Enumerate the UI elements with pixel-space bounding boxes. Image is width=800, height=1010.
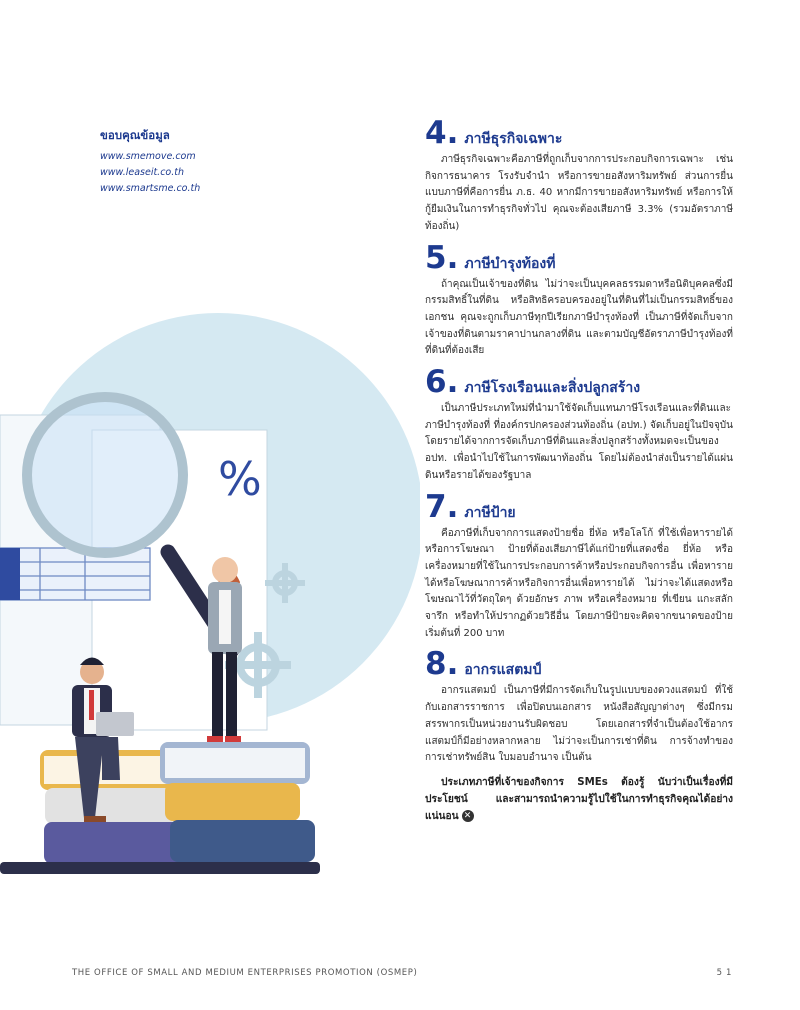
tax-illustration bbox=[0, 300, 420, 880]
section-title: ภาษีบำรุงท้องที่ bbox=[464, 255, 556, 272]
spreadsheet-grid bbox=[0, 548, 150, 600]
section-title: อากรแสตมป์ bbox=[464, 662, 542, 679]
book-stack-right bbox=[160, 742, 315, 862]
section-body: ภาษีธุรกิจเฉพาะคือภาษีที่ถูกเก็บจากการประกอบกิจการเฉพาะ เช่น กิจการธนาคาร โรงรับจำนำ หรือการขายอสังหาริมทรัพย์ ส่วนการยื่นแบบภาษีที่คือการยื่น ภ.ธ. 40 หากมีการขายอสังหาริมทรัพย์ หรือการให้กู้ยืมเงินในการทำธุรกิจทั่วไป คุณจะต้องเสียภาษี 3.3% (รวมอัตราภาษีท้องถิ่น) bbox=[425, 154, 733, 232]
tax-section-8 bbox=[425, 646, 733, 767]
tax-section-5 bbox=[425, 239, 733, 361]
credits-block bbox=[100, 127, 200, 199]
closing-paragraph bbox=[425, 774, 733, 825]
section-title: ภาษีโรงเรือนและสิ่งปลูกสร้าง bbox=[464, 380, 641, 397]
end-mark-icon: ✕ bbox=[462, 810, 474, 822]
section-body: เป็นภาษีประเภทใหม่ที่นำมาใช้จัดเก็บแทนภาษีโรงเรือนและที่ดินและภาษีบำรุงท้องที่ ที่องค์กรปกครองส่วนท้องถิ่น (อปท.) จัดเก็บอยู่ในปัจจุบัน โดยรายได้จากการจัดเก็บภาษีที่ดินและสิ่งปลูกสร้างทั้งหมดจะเป็นของ อปท. เพื่อนำไปใช้ในการพัฒนาท้องถิ่น โดยไม่ต้องนำส่งเป็นรายได้แผ่นดินหรือรายได้ของรัฐบาล bbox=[425, 403, 733, 481]
credit-link-leaseit[interactable]: www.leaseit.co.th bbox=[100, 167, 185, 178]
section-title: ภาษีธุรกิจเฉพาะ bbox=[464, 131, 563, 147]
section-body: อากรแสตมป์ เป็นภาษีที่มีการจัดเก็บในรูปแบบของดวงแสตมป์ ที่ใช้กับเอกสารราชการ เพื่อปิดบนเอกสาร หนังสือสัญญาต่างๆ ซึ่งมีกรมสรรพากรเป็นหน่วยงานรับผิดชอบ โดยเอกสารที่จำเป็นต้องใช้อากรแสตมป์ก็มีอย่างหลากหลาย ไม่ว่าจะเป็นการเช่าที่ดิน การจ้างทำของ การเช่าทรัพย์สิน ใบมอบอำนาจ เป็นต้น bbox=[425, 685, 733, 764]
credits-title: ขอบคุณข้อมูล bbox=[100, 128, 170, 142]
section-number: 5. bbox=[425, 239, 459, 276]
tax-sections bbox=[425, 115, 733, 825]
section-number: 7. bbox=[425, 488, 459, 525]
percent-symbol: % bbox=[218, 452, 262, 506]
page-footer bbox=[72, 968, 732, 978]
section-body: ถ้าคุณเป็นเจ้าของที่ดิน ไม่ว่าจะเป็นบุคคลธรรมดาหรือนิติบุคคลซึ่งมีกรรมสิทธิ์ในที่ดิน หรือสิทธิครอบครองอยู่ในที่ดินที่ไม่เป็นกรรมสิทธิ์ของเอกชน คุณจะถูกเก็บภาษีทุกปีเรียกภาษีบำรุงท้องที่ เป็นภาษีที่จัดเก็บจากเจ้าของที่ดินตามราคาปานกลางที่ดิน และตามบัญชีอัตราภาษีบำรุงท้องที่ที่ดินที่ต้องเสีย bbox=[425, 278, 733, 357]
ground-shelf bbox=[0, 862, 320, 874]
spreadsheet-header-bar bbox=[0, 548, 20, 600]
credit-link-smemove[interactable]: www.smemove.com bbox=[100, 151, 196, 162]
tax-section-6 bbox=[425, 364, 733, 485]
section-number: 4. bbox=[425, 115, 459, 151]
section-body: คือภาษีที่เก็บจากการแสดงป้ายชื่อ ยี่ห้อ หรือโลโก้ ที่ใช้เพื่อหารายได้หรือการโฆษณา ป้ายที่ต้องเสียภาษีได้แก่ป้ายที่แสดงชื่อ ยี่ห้อ หรือเครื่องหมายที่ใช้ในการประกอบการค้าหรือประกอบกิจการอื่น เพื่อหารายได้หรือโฆษณาการค้าหรือกิจการอื่นเพื่อหารายได้ ไม่ว่าจะได้แสดงหรือโฆษณาไว้ที่วัตถุใดๆ ด้วยอักษร ภาพ หรือเครื่องหมาย ที่เขียน แกะสลัก จารึก หรือทำให้ปรากฏด้วยวิธีอื่น โดยภาษีป้ายจะคิดจากขนาดของป้ายเริ่มต้นที่ 200 บาท bbox=[425, 527, 733, 639]
section-title: ภาษีป้าย bbox=[464, 504, 516, 521]
tax-section-4 bbox=[425, 115, 733, 236]
tax-section-7 bbox=[425, 488, 733, 643]
page-number: 5 1 bbox=[716, 968, 732, 978]
footer-org: THE OFFICE OF SMALL AND MEDIUM ENTERPRISES PROMOTION (OSMEP) bbox=[72, 968, 418, 978]
section-number: 8. bbox=[425, 646, 459, 683]
closing-text: ประเภทภาษีที่เจ้าของกิจการ SMEs ต้องรู้ นับว่าเป็นเรื่องที่มีประโยชน์ และสามารถนำความรู้ไปใช้ในการทำธุรกิจคุณได้อย่างแน่นอน bbox=[425, 776, 733, 822]
section-number: 6. bbox=[425, 364, 459, 401]
credit-link-smartsme[interactable]: www.smartsme.co.th bbox=[100, 183, 201, 194]
